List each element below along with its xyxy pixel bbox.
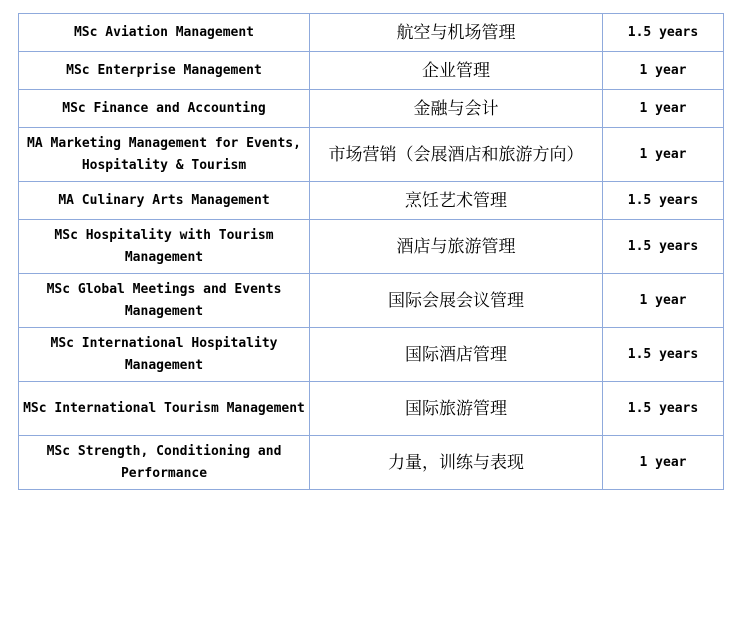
table-row [19, 52, 724, 90]
program-duration: 1 year [603, 52, 724, 90]
table-row [19, 328, 724, 382]
program-duration: 1.5 years [603, 220, 724, 274]
program-chinese-name: 烹饪艺术管理 [310, 182, 603, 220]
program-chinese-name: 国际旅游管理 [310, 382, 603, 436]
program-chinese-name: 航空与机场管理 [310, 14, 603, 52]
program-chinese-name: 企业管理 [310, 52, 603, 90]
table-row [19, 274, 724, 328]
program-duration: 1 year [603, 274, 724, 328]
program-chinese-name: 金融与会计 [310, 90, 603, 128]
program-english-name: MSc Finance and Accounting [19, 90, 310, 128]
program-duration: 1 year [603, 436, 724, 490]
program-chinese-name: 酒店与旅游管理 [310, 220, 603, 274]
program-chinese-name: 国际会展会议管理 [310, 274, 603, 328]
table-row [19, 90, 724, 128]
program-duration: 1 year [603, 90, 724, 128]
program-english-name: MSc Aviation Management [19, 14, 310, 52]
program-duration: 1 year [603, 128, 724, 182]
program-english-name: MSc Global Meetings and Events Management [19, 274, 310, 328]
table-row [19, 128, 724, 182]
program-duration: 1.5 years [603, 382, 724, 436]
program-chinese-name: 市场营销（会展酒店和旅游方向） [310, 128, 603, 182]
program-duration: 1.5 years [603, 182, 724, 220]
program-english-name: MA Marketing Management for Events, Hospitality & Tourism [19, 128, 310, 182]
program-english-name: MSc International Tourism Management [19, 382, 310, 436]
table-row [19, 382, 724, 436]
program-english-name: MA Culinary Arts Management [19, 182, 310, 220]
table-row [19, 220, 724, 274]
program-chinese-name: 力量，训练与表现 [310, 436, 603, 490]
program-english-name: MSc Strength, Conditioning and Performance [19, 436, 310, 490]
table-row [19, 436, 724, 490]
program-english-name: MSc International Hospitality Management [19, 328, 310, 382]
table-row [19, 182, 724, 220]
program-english-name: MSc Enterprise Management [19, 52, 310, 90]
programs-table [18, 13, 724, 490]
program-duration: 1.5 years [603, 14, 724, 52]
program-chinese-name: 国际酒店管理 [310, 328, 603, 382]
program-duration: 1.5 years [603, 328, 724, 382]
table-row [19, 14, 724, 52]
program-english-name: MSc Hospitality with Tourism Management [19, 220, 310, 274]
